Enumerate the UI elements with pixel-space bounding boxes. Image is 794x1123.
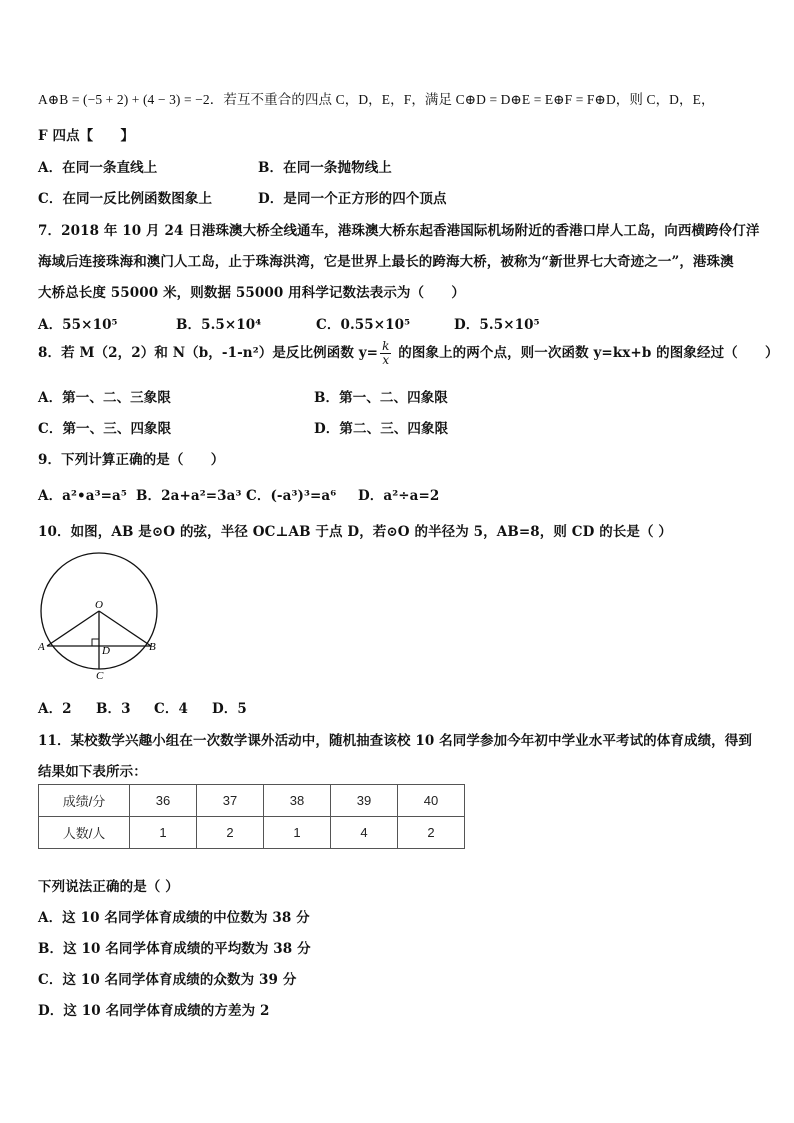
q11-option-b: B．这 10 名同学体育成绩的平均数为 38 分 [38,941,311,957]
q9-option-d: D．a²÷a=2 [358,488,440,504]
score-table [38,784,465,849]
q6-option-a: A．在同一条直线上 [38,160,158,176]
table-cell: 40 [398,785,465,817]
table-cell: 4 [331,817,398,849]
q10-option-a: A．2 [38,701,72,717]
q8-fraction [380,340,391,367]
q10-option-d: D．5 [212,701,247,717]
q6-stem-line2: F 四点【 】 [38,128,135,144]
table-cell: 36 [130,785,197,817]
q8-options-row1 [38,386,448,406]
segment-ob [99,611,151,646]
table-header-count: 人数/人 [39,817,130,849]
table-cell: 1 [264,817,331,849]
q6-option-d: D．是同一个正方形的四个顶点 [258,191,447,207]
q9-stem: 9．下列计算正确的是（ ） [38,452,225,468]
circle-diagram [38,550,160,680]
q7-option-c: C．0.55×10⁵ [316,317,411,333]
q11-stem-line2: 结果如下表所示： [38,764,147,780]
table-header-score: 成绩/分 [39,785,130,817]
q11-option-a: A．这 10 名同学体育成绩的中位数为 38 分 [38,910,310,926]
label-d: D [102,645,110,657]
q8-option-a: A．第一、二、三象限 [38,390,171,406]
q7-stem-line2: 海域后连接珠海和澳门人工岛，止于珠海洪湾，它是世界上最长的跨海大桥，被称为“新世界七大奇迹之一”，港珠澳 [38,254,734,270]
q9-options [38,484,439,504]
q6-stem-line1 [38,88,715,108]
table-row-scores [39,785,465,817]
q6-option-b: B．在同一条抛物线上 [258,160,392,176]
q8-stem-pre: 8．若 M（2，2）和 N（b，-1-n²）是反比例函数 y= [38,345,379,361]
q8-stem-post: 的图象上的两个点，则一次函数 y=kx+b 的图象经过（ ） [393,345,779,361]
q8-fraction-numerator: k [382,339,390,353]
label-c: C [96,670,104,680]
label-a: A [38,641,45,653]
q10-option-b: B．3 [96,701,131,717]
q8-option-d: D．第二、三、四象限 [314,421,449,437]
q6-options-row1 [38,156,392,176]
q7-options [38,313,540,333]
q8-fraction-denominator: x [382,353,390,367]
q6-option-c: C．在同一反比例函数图象上 [38,191,213,207]
right-angle-mark [92,639,99,646]
q11-option-d: D．这 10 名同学体育成绩的方差为 2 [38,1003,270,1019]
q7-option-d: D．5.5×10⁵ [454,317,540,333]
q9-option-c: C．(-a³)³=a⁶ [246,488,337,504]
q11-stem-line1: 11．某校数学兴趣小组在一次数学课外活动中，随机抽查该校 10 名同学参加今年初中学业水平考试的体育成绩，得到 [38,733,752,749]
table-cell: 2 [398,817,465,849]
q7-stem-line3: 大桥总长度 55000 米，则数据 55000 用科学记数法表示为（ ） [38,285,465,301]
q9-option-b: B．2a+a²=3a³ [136,488,242,504]
table-cell: 2 [197,817,264,849]
q7-stem-line1: 7．2018 年 10 月 24 日港珠澳大桥全线通车，港珠澳大桥东起香港国际机场附近的香港口岸人工岛，向西横跨伶仃洋 [38,223,760,239]
q7-option-b: B．5.5×10⁴ [176,317,262,333]
q9-option-a: A．a²•a³=a⁵ [38,488,127,504]
q8-option-b: B．第一、二、四象限 [314,390,448,406]
segment-oa [47,611,99,646]
table-cell: 37 [197,785,264,817]
table-cell: 1 [130,817,197,849]
table-cell: 38 [264,785,331,817]
table-cell: 39 [331,785,398,817]
q6-equation-text: A⊕B = (−5 + 2) + (4 − 3) = −2．若互不重合的四点 C，D，E，F，满足 C⊕D = D⊕E = E⊕F = F⊕D，则 C，D，E， [38,92,715,107]
q11-option-c: C．这 10 名同学体育成绩的众数为 39 分 [38,972,297,988]
q10-stem: 10．如图，AB 是⊙O 的弦，半径 OC⊥AB 于点 D，若⊙O 的半径为 5，AB=8，则 CD 的长是（ ） [38,524,673,540]
label-b: B [149,641,156,653]
q8-option-c: C．第一、三、四象限 [38,421,172,437]
q11-prompt: 下列说法正确的是（ ） [38,879,179,895]
q8-stem [38,340,779,367]
q7-option-a: A．55×10⁵ [38,317,118,333]
q10-options [38,697,247,717]
q6-options-row2 [38,187,447,207]
q8-options-row2 [38,417,448,437]
table-row-counts [39,817,465,849]
q10-option-c: C．4 [154,701,188,717]
label-o: O [95,599,103,611]
